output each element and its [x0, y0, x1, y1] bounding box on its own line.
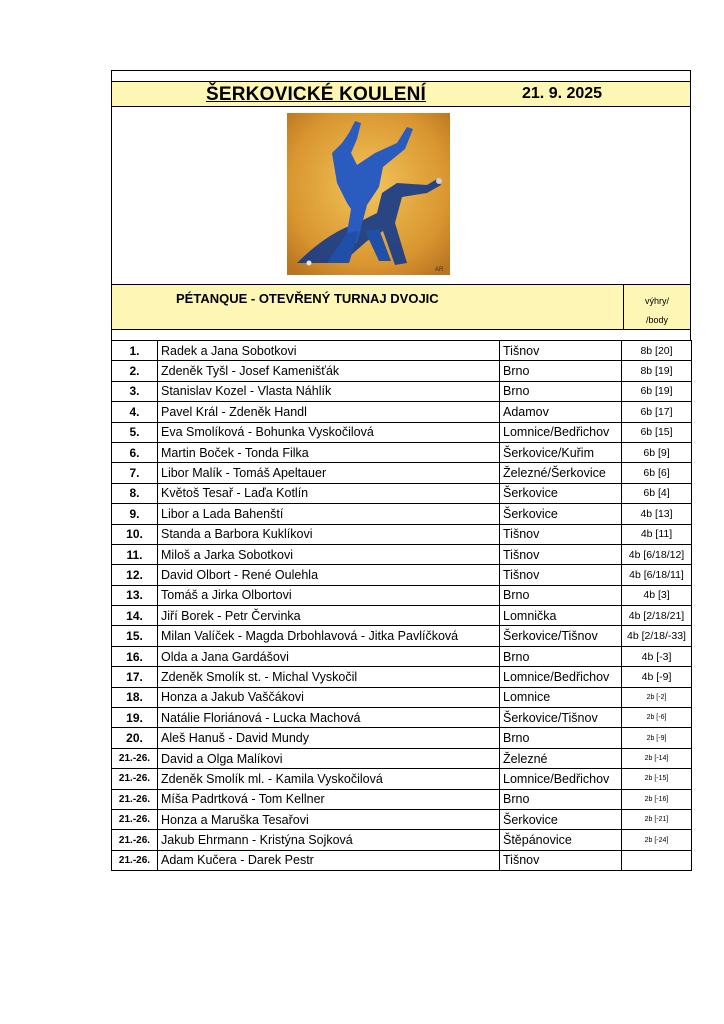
town-cell: Brno — [500, 361, 622, 381]
town-cell: Šerkovice — [500, 809, 622, 829]
subtitle-bar — [111, 284, 691, 330]
table-row — [112, 422, 692, 442]
team-cell: Natálie Floriánová - Lucka Machová — [158, 708, 500, 728]
score-cell: 8b [19] — [622, 361, 692, 381]
score-cell: 4b [6/18/12] — [622, 544, 692, 564]
score-header-wins: výhry/ — [644, 296, 669, 306]
team-cell: Pavel Král - Zdeněk Handl — [158, 402, 500, 422]
town-cell: Brno — [500, 381, 622, 401]
team-cell: Martin Boček - Tonda Filka — [158, 442, 500, 462]
score-cell: 2b [-24] — [622, 830, 692, 850]
score-cell: 2b [-16] — [622, 789, 692, 809]
team-cell: Zdeněk Tyšl - Josef Kamenišťák — [158, 361, 500, 381]
results-table — [111, 340, 692, 871]
table-row — [112, 769, 692, 789]
score-cell: 6b [6] — [622, 463, 692, 483]
score-column-header — [623, 285, 690, 329]
table-row — [112, 646, 692, 666]
score-cell: 2b [-14] — [622, 748, 692, 768]
team-cell: Aleš Hanuš - David Mundy — [158, 728, 500, 748]
rank-cell: 2. — [112, 361, 158, 381]
rank-cell: 17. — [112, 667, 158, 687]
rank-cell: 3. — [112, 381, 158, 401]
town-cell: Adamov — [500, 402, 622, 422]
table-row — [112, 504, 692, 524]
rank-cell: 6. — [112, 442, 158, 462]
town-cell: Šerkovice/Tišnov — [500, 708, 622, 728]
table-row — [112, 463, 692, 483]
town-cell: Štěpánovice — [500, 830, 622, 850]
town-cell: Lomnice/Bedřichov — [500, 667, 622, 687]
rank-cell: 16. — [112, 646, 158, 666]
town-cell: Brno — [500, 728, 622, 748]
score-cell: 6b [4] — [622, 483, 692, 503]
rank-cell: 21.-26. — [112, 769, 158, 789]
score-cell: 2b [-2] — [622, 687, 692, 707]
rank-cell: 1. — [112, 341, 158, 361]
image-area — [111, 107, 691, 284]
rank-cell: 5. — [112, 422, 158, 442]
team-cell: Jiří Borek - Petr Červinka — [158, 606, 500, 626]
town-cell: Brno — [500, 585, 622, 605]
petanque-painting-image — [287, 113, 450, 275]
town-cell: Tišnov — [500, 544, 622, 564]
table-row — [112, 361, 692, 381]
table-row — [112, 442, 692, 462]
table-row — [112, 830, 692, 850]
rank-cell: 10. — [112, 524, 158, 544]
town-cell: Tišnov — [500, 524, 622, 544]
team-cell: David Olbort - René Oulehla — [158, 565, 500, 585]
score-cell: 2b [-6] — [622, 708, 692, 728]
score-cell — [622, 850, 692, 870]
town-cell: Lomnice — [500, 687, 622, 707]
score-cell: 6b [9] — [622, 442, 692, 462]
rank-cell: 21.-26. — [112, 809, 158, 829]
results-table-body — [112, 341, 692, 871]
score-cell: 4b [-9] — [622, 667, 692, 687]
score-cell: 8b [20] — [622, 341, 692, 361]
score-cell: 2b [-9] — [622, 728, 692, 748]
page-title: ŠERKOVICKÉ KOULENÍ — [206, 84, 427, 105]
painting-signature: AR — [435, 267, 444, 273]
rank-cell: 15. — [112, 626, 158, 646]
town-cell: Železné — [500, 748, 622, 768]
score-cell: 4b [13] — [622, 504, 692, 524]
rank-cell: 21.-26. — [112, 830, 158, 850]
team-cell: Milan Valíček - Magda Drbohlavová - Jitka Pavlíčková — [158, 626, 500, 646]
town-cell: Tišnov — [500, 341, 622, 361]
team-cell: Zdeněk Smolík ml. - Kamila Vyskočilová — [158, 769, 500, 789]
score-cell: 2b [-15] — [622, 769, 692, 789]
rank-cell: 13. — [112, 585, 158, 605]
table-row — [112, 483, 692, 503]
team-cell: Květoš Tesař - Laďa Kotlín — [158, 483, 500, 503]
table-row — [112, 524, 692, 544]
table-row — [112, 402, 692, 422]
table-row — [112, 850, 692, 870]
rank-cell: 7. — [112, 463, 158, 483]
town-cell: Lomnička — [500, 606, 622, 626]
rank-cell: 14. — [112, 606, 158, 626]
score-cell: 2b [-21] — [622, 809, 692, 829]
town-cell: Šerkovice/Kuřim — [500, 442, 622, 462]
team-cell: Zdeněk Smolík st. - Michal Vyskočil — [158, 667, 500, 687]
table-row — [112, 565, 692, 585]
top-strip — [111, 70, 691, 81]
table-row — [112, 708, 692, 728]
table-row — [112, 748, 692, 768]
team-cell: Stanislav Kozel - Vlasta Náhlík — [158, 381, 500, 401]
score-cell: 4b [6/18/11] — [622, 565, 692, 585]
team-cell: Libor Malík - Tomáš Apeltauer — [158, 463, 500, 483]
team-cell: Honza a Jakub Vaščákovi — [158, 687, 500, 707]
rank-cell: 9. — [112, 504, 158, 524]
rank-cell: 20. — [112, 728, 158, 748]
town-cell: Šerkovice — [500, 504, 622, 524]
rank-cell: 12. — [112, 565, 158, 585]
team-cell: Adam Kučera - Darek Pestr — [158, 850, 500, 870]
event-date: 21. 9. 2025 — [522, 85, 603, 102]
score-cell: 6b [19] — [622, 381, 692, 401]
team-cell: Míša Padrtková - Tom Kellner — [158, 789, 500, 809]
team-cell: Radek a Jana Sobotkovi — [158, 341, 500, 361]
table-row — [112, 585, 692, 605]
table-row — [112, 728, 692, 748]
team-cell: Libor a Lada Bahenští — [158, 504, 500, 524]
rank-cell: 11. — [112, 544, 158, 564]
team-cell: Eva Smolíková - Bohunka Vyskočilová — [158, 422, 500, 442]
score-cell: 4b [-3] — [622, 646, 692, 666]
score-cell: 4b [2/18/21] — [622, 606, 692, 626]
table-row — [112, 544, 692, 564]
town-cell: Brno — [500, 646, 622, 666]
team-cell: Olda a Jana Gardášovi — [158, 646, 500, 666]
town-cell: Brno — [500, 789, 622, 809]
tournament-subtitle: PÉTANQUE - OTEVŘENÝ TURNAJ DVOJIC — [176, 291, 439, 306]
results-sheet — [111, 70, 691, 871]
score-cell: 4b [11] — [622, 524, 692, 544]
rank-cell: 18. — [112, 687, 158, 707]
rank-cell: 21.-26. — [112, 850, 158, 870]
team-cell: Tomáš a Jirka Olbortovi — [158, 585, 500, 605]
table-row — [112, 626, 692, 646]
rank-cell: 4. — [112, 402, 158, 422]
town-cell: Lomnice/Bedřichov — [500, 769, 622, 789]
town-cell: Tišnov — [500, 850, 622, 870]
score-cell: 4b [3] — [622, 585, 692, 605]
spacer-row — [111, 330, 691, 340]
rank-cell: 19. — [112, 708, 158, 728]
town-cell: Šerkovice/Tišnov — [500, 626, 622, 646]
rank-cell: 21.-26. — [112, 748, 158, 768]
table-row — [112, 789, 692, 809]
town-cell: Lomnice/Bedřichov — [500, 422, 622, 442]
town-cell: Šerkovice — [500, 483, 622, 503]
team-cell: David a Olga Malíkovi — [158, 748, 500, 768]
table-row — [112, 381, 692, 401]
title-bar — [111, 81, 691, 107]
team-cell: Standa a Barbora Kuklíkovi — [158, 524, 500, 544]
score-cell: 4b [2/18/-33] — [622, 626, 692, 646]
team-cell: Honza a Maruška Tesařovi — [158, 809, 500, 829]
table-row — [112, 606, 692, 626]
team-cell: Jakub Ehrmann - Kristýna Sojková — [158, 830, 500, 850]
table-row — [112, 667, 692, 687]
team-cell: Miloš a Jarka Sobotkovi — [158, 544, 500, 564]
score-header-points: /body — [645, 315, 669, 325]
rank-cell: 8. — [112, 483, 158, 503]
town-cell: Tišnov — [500, 565, 622, 585]
score-cell: 6b [17] — [622, 402, 692, 422]
table-row — [112, 687, 692, 707]
rank-cell: 21.-26. — [112, 789, 158, 809]
table-row — [112, 341, 692, 361]
table-row — [112, 809, 692, 829]
score-cell: 6b [15] — [622, 422, 692, 442]
town-cell: Železné/Šerkovice — [500, 463, 622, 483]
